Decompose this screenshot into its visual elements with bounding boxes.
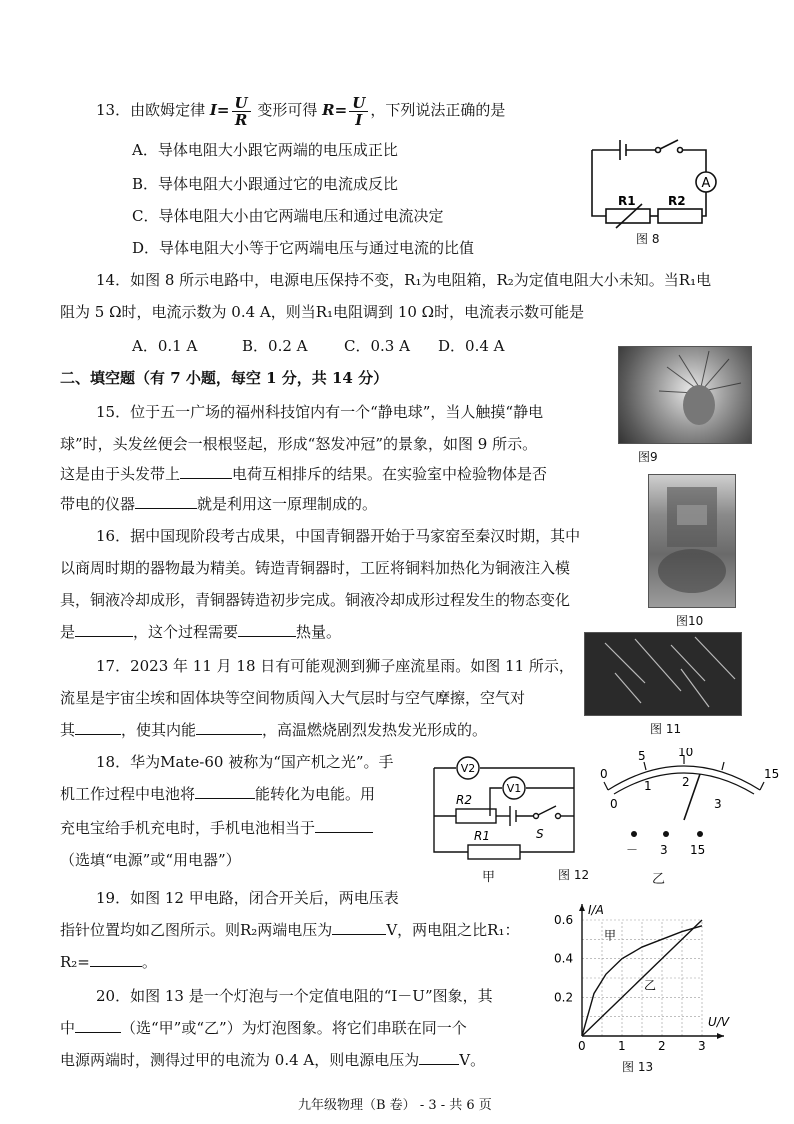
svg-text:0: 0: [610, 797, 618, 811]
q14-option-b: B．0.2 A: [242, 337, 308, 355]
q13-option-a: A．导体电阻大小跟它两端的电压成正比: [132, 141, 398, 159]
q19-line-3: R₂= 。: [60, 953, 157, 971]
ohm-fraction: $\frac{U}{R}$: [232, 95, 251, 128]
figure-10-caption: 图10: [676, 614, 704, 628]
svg-text:15: 15: [764, 767, 780, 781]
svg-text:R2: R2: [668, 194, 686, 208]
svg-text:15: 15: [690, 843, 706, 857]
figure-12-circuit: [430, 752, 580, 864]
series-label-jia: 甲: [604, 928, 617, 943]
answer-blank[interactable]: [180, 464, 232, 479]
answer-blank[interactable]: [75, 720, 121, 735]
svg-text:0: 0: [600, 767, 608, 781]
q20-line-3: 电源两端时，测得过甲的电流为 0.4 A，则电源电压为 V。: [60, 1051, 486, 1069]
figure-12-voltmeter-dial: [586, 748, 782, 858]
svg-text:3: 3: [660, 843, 668, 857]
q14-option-c: C．0.3 A: [344, 337, 410, 355]
svg-text:10: 10: [678, 748, 694, 759]
answer-blank[interactable]: [135, 494, 197, 509]
svg-text:S: S: [536, 827, 544, 841]
x-tick-label: 0: [578, 1039, 586, 1053]
svg-text:2: 2: [682, 775, 690, 789]
figure-12-caption: 图 12: [558, 868, 590, 882]
q14-line-2: 阻为 5 Ω时，电流示数为 0.4 A，则当R₁电阻调到 10 Ω时，电流表示数可能是: [60, 303, 585, 321]
svg-text:－: －: [626, 843, 639, 857]
q15-line-3: 这是由于头发带上 电荷互相排斥的结果。在实验室中检验物体是否: [60, 465, 548, 483]
resistance-fraction: $\frac{U}{I}$: [349, 95, 368, 128]
answer-blank[interactable]: [332, 920, 386, 935]
figure-12-jia-label: 甲: [482, 870, 496, 885]
section-2-heading: 二、填空题（有 7 小题，每空 1 分，共 14 分）: [60, 369, 389, 387]
figure-13-caption: 图 13: [622, 1060, 654, 1074]
y-axis-label: I/A: [588, 903, 604, 917]
svg-text:R1: R1: [618, 194, 636, 208]
q19-line-1: 19．如图 12 甲电路，闭合开关后，两电压表: [96, 889, 399, 907]
q18-line-2: 机工作过程中电池将 能转化为电能。用: [60, 785, 376, 803]
svg-text:V2: V2: [460, 762, 476, 775]
q17-line-1: 17．2023 年 11 月 18 日有可能观测到狮子座流星雨。如图 11 所示，: [96, 657, 574, 675]
q14-option-a: A．0.1 A: [132, 337, 198, 355]
q14-option-d: D．0.4 A: [438, 337, 505, 355]
figure-9-caption: 图9: [638, 450, 658, 464]
svg-text:V1: V1: [506, 782, 522, 795]
q13-option-b: B．导体电阻大小跟通过它的电流成反比: [132, 175, 399, 193]
y-tick-label: 0.6: [554, 913, 574, 927]
q16-line-1: 16．据中国现阶段考古成果，中国青铜器开始于马家窑至秦汉时期，其中: [96, 527, 581, 545]
svg-text:A: A: [701, 176, 711, 191]
y-axis-arrow: [579, 904, 585, 911]
x-tick-label: 2: [658, 1039, 666, 1053]
q17-line-2: 流星是宇宙尘埃和固体块等空间物质闯入大气层时与空气摩擦，空气对: [60, 689, 526, 707]
q16-line-4: 是 ，这个过程需要 热量。: [60, 623, 342, 641]
q18-line-4: （选填“电源”或“用电器”）: [60, 851, 241, 869]
q15-line-1: 15．位于五一广场的福州科技馆内有一个“静电球”，当人触摸“静电: [96, 403, 544, 421]
y-tick-label: 0.2: [554, 990, 574, 1005]
q17-line-3: 其 ，使其内能 ，高温燃烧剧烈发热发光形成的。: [60, 721, 488, 739]
q13-stem: 13．由欧姆定律 I= $\frac{U}{R}$ 变形可得 R= $\frac{U}{I}$ ，下列说法正确的是: [96, 93, 506, 129]
q14-line-1: 14．如图 8 所示电路中，电源电压保持不变，R₁为电阻箱，R₂为定值电阻大小未知。当R₁电: [96, 271, 712, 289]
series-label-yi: 乙: [644, 978, 657, 993]
figure-12-yi-label: 乙: [652, 872, 666, 887]
figure-10-photo: [648, 474, 736, 608]
x-axis-arrow: [717, 1033, 724, 1039]
figure-11-photo: [584, 632, 742, 716]
terminal-neg: [631, 831, 637, 837]
q19-line-2: 指针位置均如乙图所示。则R₂两端电压为 V，两电阻之比R₁：: [60, 921, 520, 939]
q16-line-2: 以商周时期的器物最为精美。铸造青铜器时，工匠将铜料加热化为铜液注入模: [60, 559, 571, 577]
q15-line-4: 带电的仪器 就是利用这一原理制成的。: [60, 495, 378, 513]
terminal-3: [663, 831, 669, 837]
bronze-vessel-drawing: [649, 475, 735, 607]
svg-text:3: 3: [714, 797, 722, 811]
svg-text:1: 1: [644, 779, 652, 793]
q13-option-c: C．导体电阻大小由它两端电压和通过电流决定: [132, 207, 444, 225]
figure-9-photo: [618, 346, 752, 444]
answer-blank[interactable]: [238, 622, 296, 637]
x-axis-label: U/V: [708, 1015, 730, 1029]
q18-line-1: 18．华为Mate-60 被称为“国产机之光”。手: [96, 753, 394, 771]
static-hair-drawing: [619, 347, 751, 443]
q20-line-1: 20．如图 13 是一个灯泡与一个定值电阻的“I－U”图象，其: [96, 987, 493, 1005]
terminal-15: [697, 831, 703, 837]
answer-blank[interactable]: [419, 1050, 459, 1065]
q15-line-2: 球”时，头发丝便会一根根竖起，形成“怒发冲冠”的景象，如图 9 所示。: [60, 435, 538, 453]
q13-option-d: D．导体电阻大小等于它两端电压与通过电流的比值: [132, 239, 475, 257]
meteor-shower-drawing: [585, 633, 741, 715]
answer-blank[interactable]: [195, 784, 255, 799]
figure-8-caption: 图 8: [636, 232, 660, 246]
figure-13-chart: [548, 896, 748, 1056]
svg-text:R1: R1: [474, 829, 490, 843]
q20-line-2: 中 （选“甲”或“乙”）为灯泡图象。将它们串联在同一个: [60, 1019, 467, 1037]
page-footer: 九年级物理（B 卷） - 3 - 共 6 页: [298, 1098, 492, 1113]
y-tick-label: 0.4: [554, 951, 574, 966]
figure-11-caption: 图 11: [650, 722, 682, 736]
svg-text:5: 5: [638, 749, 646, 763]
svg-text:R2: R2: [456, 793, 472, 807]
answer-blank[interactable]: [196, 720, 262, 735]
answer-blank[interactable]: [75, 1018, 121, 1033]
x-tick-label: 1: [618, 1039, 626, 1053]
q18-line-3: 充电宝给手机充电时，手机电池相当于: [60, 818, 373, 838]
answer-blank[interactable]: [315, 818, 373, 833]
x-tick-label: 3: [698, 1039, 706, 1053]
answer-blank[interactable]: [75, 622, 133, 637]
q16-line-3: 具，铜液冷却成形，青铜器铸造初步完成。铜液冷却成形过程发生的物态变化: [60, 591, 571, 609]
answer-blank[interactable]: [90, 952, 142, 967]
